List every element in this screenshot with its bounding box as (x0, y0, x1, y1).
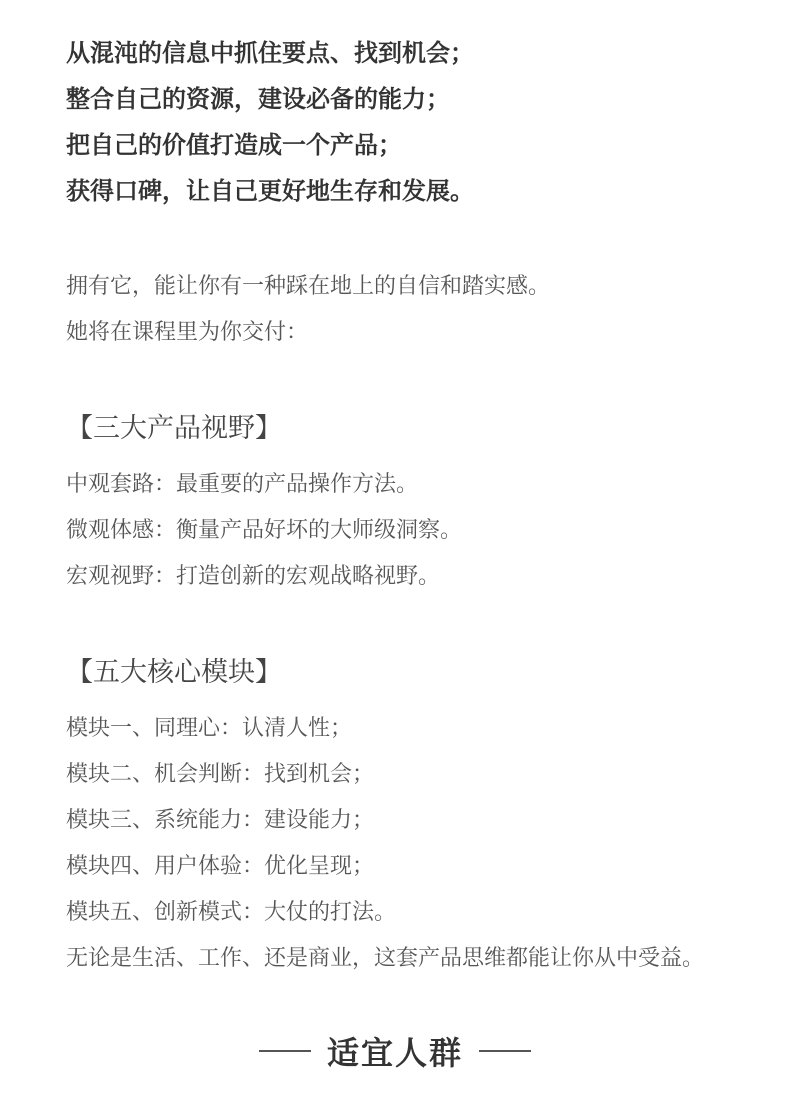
section-title: 三大产品视野 (93, 413, 255, 444)
section-header-modules (66, 648, 746, 698)
open-bracket: 【 (66, 657, 93, 688)
section-header-views (66, 404, 746, 454)
list-item: 中观套路：最重要的产品操作方法。 (66, 472, 419, 497)
left-rule (259, 1050, 311, 1052)
list-item: 模块三、系统能力：建设能力； (66, 808, 375, 833)
list-item: 微观体感：衡量产品好坏的大师级洞察。 (66, 518, 463, 543)
spacer (66, 356, 746, 404)
right-rule (479, 1050, 531, 1052)
spacer (66, 600, 746, 648)
section-heading-audience (0, 1024, 790, 1078)
intro-line: 整合自己的资源，建设必备的能力； (66, 85, 450, 113)
article-body (66, 30, 746, 982)
open-bracket: 【 (66, 413, 93, 444)
paragraph-line: 她将在课程里为你交付： (66, 320, 309, 345)
list-item: 模块一、同理心：认清人性； (66, 716, 353, 741)
heading-title: 适宜人群 (326, 1034, 463, 1072)
section-title: 五大核心模块 (93, 657, 255, 688)
closing-paragraph: 无论是生活、工作、还是商业，这套产品思维都能让你从中受益。 (66, 946, 705, 971)
list-item: 模块五、创新模式：大仗的打法。 (66, 900, 397, 925)
list-item: 模块四、用户体验：优化呈现； (66, 854, 375, 879)
close-bracket: 】 (255, 657, 282, 688)
spacer (66, 214, 746, 264)
intro-line: 获得口碑，让自己更好地生存和发展。 (66, 177, 474, 205)
list-item: 模块二、机会判断：找到机会； (66, 762, 375, 787)
paragraph-line: 拥有它，能让你有一种踩在地上的自信和踏实感。 (66, 274, 551, 299)
close-bracket: 】 (255, 413, 282, 444)
intro-line: 从混沌的信息中抓住要点、找到机会； (66, 39, 474, 67)
list-item: 宏观视野：打造创新的宏观战略视野。 (66, 564, 441, 589)
intro-line: 把自己的价值打造成一个产品； (66, 131, 402, 159)
